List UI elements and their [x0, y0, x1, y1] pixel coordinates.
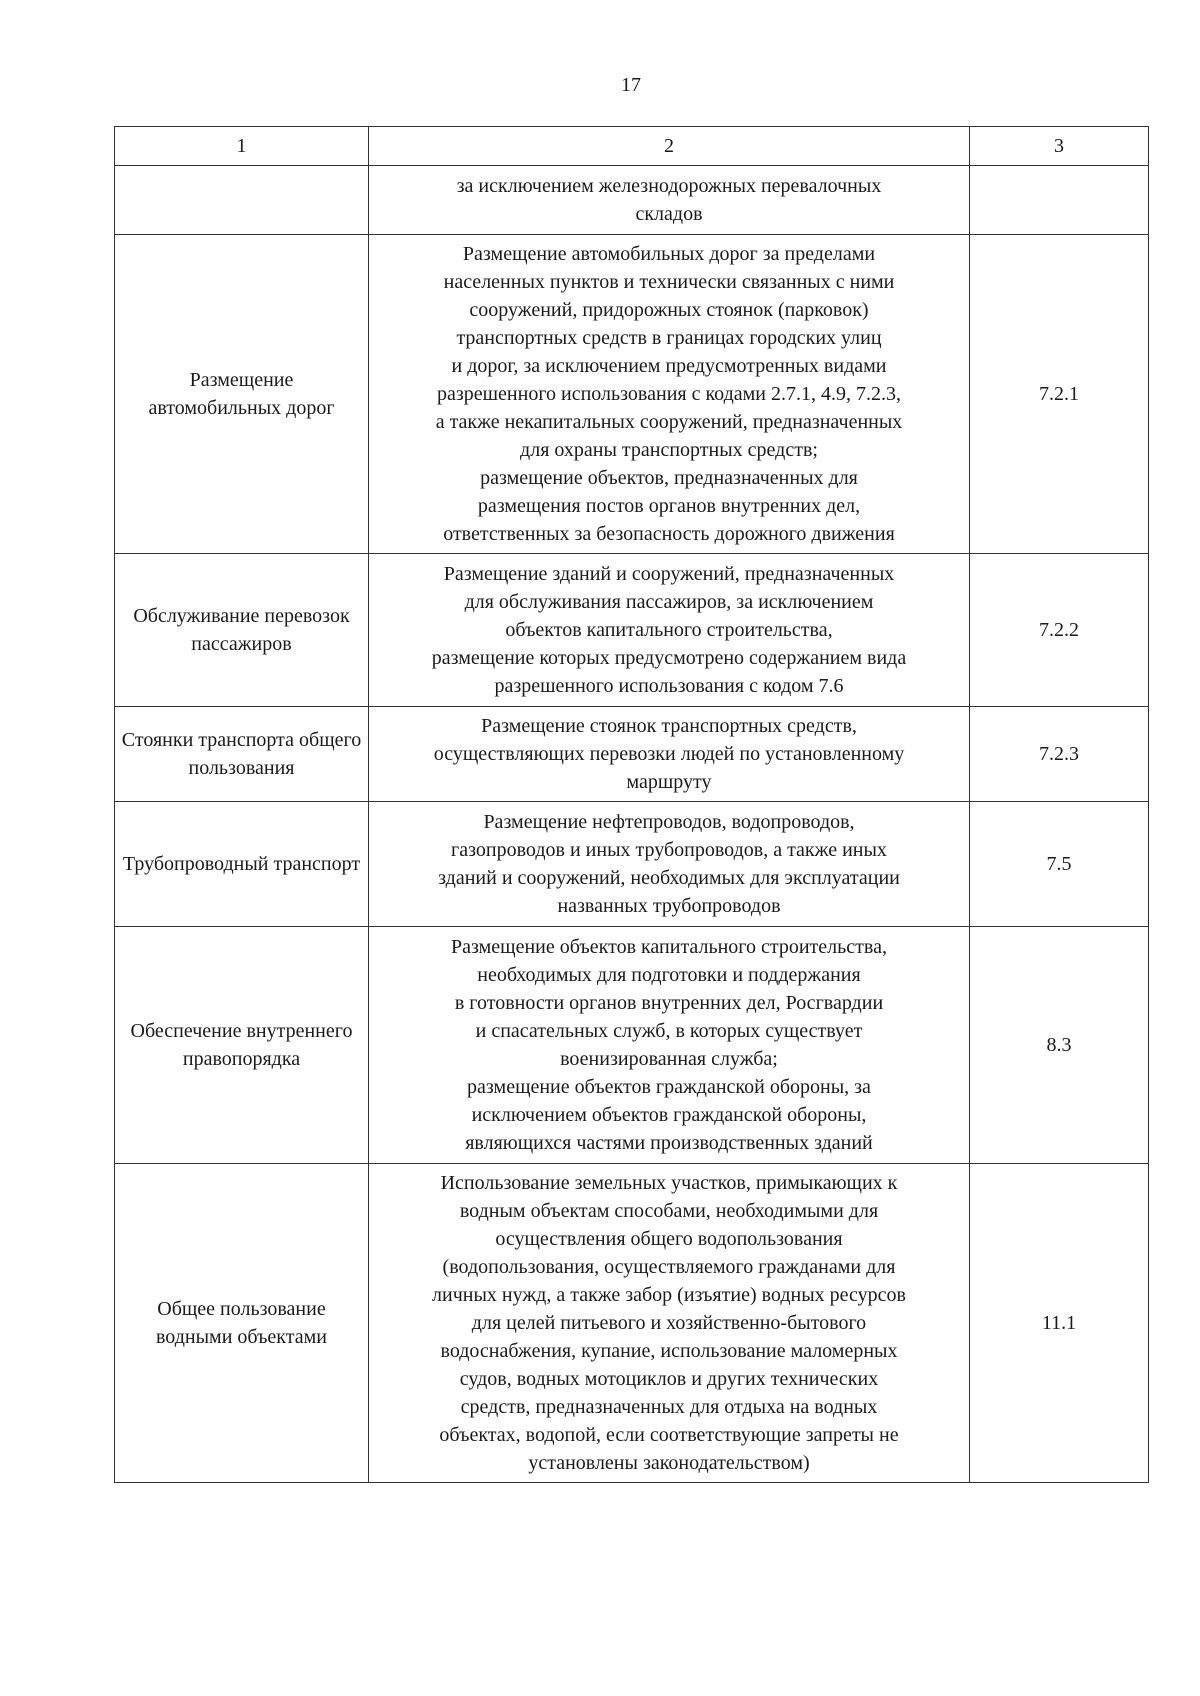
description-line: разрешенного использования с кодами 2.7.1, 4.9, 7.2.3, — [436, 383, 902, 405]
description-line: Использование земельных участков, примыкающих к — [440, 1172, 898, 1194]
description-line: размещение объектов, предназначенных для — [480, 467, 858, 489]
description-line: объектах, водопой, если соответствующие запреты не — [439, 1424, 899, 1446]
description-line: разрешенного использования с кодом 7.6 — [494, 675, 844, 697]
land-use-name-cell: Обеспечение внутреннего правопорядка — [115, 927, 369, 1164]
column-header-1: 1 — [115, 127, 369, 166]
table-row — [115, 927, 1149, 1164]
column-header-2: 2 — [369, 127, 970, 166]
description-cell — [369, 927, 970, 1164]
description-line: личных нужд, а также забор (изъятие) водных ресурсов — [432, 1284, 906, 1306]
description-cell — [369, 554, 970, 707]
code-cell: 7.5 — [970, 802, 1149, 927]
table-row — [115, 802, 1149, 927]
description-line: газопроводов и иных трубопроводов, а также иных — [451, 839, 887, 861]
land-use-name-cell: Стоянки транспорта общего пользования — [115, 707, 369, 802]
description-line: Размещение стоянок транспортных средств, — [481, 715, 857, 737]
description-line: осуществляющих перевозки людей по установленному — [433, 743, 905, 765]
description-line: военизированная служба; — [560, 1048, 778, 1070]
table-row — [115, 707, 1149, 802]
table-header-row — [115, 127, 1149, 166]
description-cell — [369, 166, 970, 235]
description-line: водным объектам способами, необходимыми для — [459, 1200, 879, 1222]
description-line: Размещение автомобильных дорог за пределами — [462, 243, 876, 265]
table-row — [115, 1164, 1149, 1483]
code-cell: 7.2.3 — [970, 707, 1149, 802]
description-line: зданий и сооружений, необходимых для эксплуатации — [438, 867, 900, 889]
description-line: транспортных средств в границах городских улиц — [456, 327, 882, 349]
table-row-continuation — [115, 166, 1149, 235]
land-use-name-cell — [115, 166, 369, 235]
description-cell — [369, 802, 970, 927]
description-line: размещение объектов гражданской обороны, за — [467, 1076, 871, 1098]
description-line: в готовности органов внутренних дел, Росгвардии — [454, 992, 884, 1014]
description-line: (водопользования, осуществляемого гражданами для — [442, 1256, 896, 1278]
description-line: необходимых для подготовки и поддержания — [477, 964, 861, 986]
land-use-name-cell: Обслуживание перевозок пассажиров — [115, 554, 369, 707]
code-cell — [970, 166, 1149, 235]
description-line: для обслуживания пассажиров, за исключением — [464, 591, 874, 613]
description-cell — [369, 235, 970, 554]
code-cell: 11.1 — [970, 1164, 1149, 1483]
description-line: населенных пунктов и технически связанных с ними — [443, 271, 895, 293]
description-line: а также некапитальных сооружений, предназначенных — [435, 411, 903, 433]
description-line: размещения постов органов внутренних дел, — [477, 495, 861, 517]
description-line: Размещение нефтепроводов, водопроводов, — [483, 811, 855, 833]
land-use-name-cell: Размещение автомобильных дорог — [115, 235, 369, 554]
land-use-table — [114, 126, 1149, 1483]
description-line: осуществления общего водопользования — [495, 1228, 843, 1250]
description-line: названных трубопроводов — [557, 895, 781, 917]
description-line: средств, предназначенных для отдыха на водных — [460, 1396, 878, 1418]
land-use-name-cell: Трубопроводный транспорт — [115, 802, 369, 927]
description-cell — [369, 1164, 970, 1483]
description-line: для охраны транспортных средств; — [520, 439, 818, 461]
code-cell: 8.3 — [970, 927, 1149, 1164]
description-line: складов — [635, 203, 703, 225]
description-line: ответственных за безопасность дорожного движения — [443, 523, 895, 545]
code-cell: 7.2.1 — [970, 235, 1149, 554]
description-cell — [369, 707, 970, 802]
description-line: Размещение зданий и сооружений, предназначенных — [443, 563, 895, 585]
description-line: Размещение объектов капитального строительства, — [451, 936, 887, 958]
description-line: являющихся частями производственных зданий — [465, 1132, 873, 1154]
table-row — [115, 554, 1149, 707]
description-line: за исключением железнодорожных перевалочных — [456, 175, 882, 197]
description-line: сооружений, придорожных стоянок (парковок) — [469, 299, 869, 321]
description-line: маршруту — [626, 771, 712, 793]
code-cell: 7.2.2 — [970, 554, 1149, 707]
description-line: исключением объектов гражданской обороны, — [471, 1104, 867, 1126]
land-use-name-cell: Общее пользование водными объектами — [115, 1164, 369, 1483]
column-header-3: 3 — [970, 127, 1149, 166]
description-line: и спасательных служб, в которых существует — [475, 1020, 863, 1042]
description-line: установлены законодательством) — [528, 1452, 810, 1474]
description-line: объектов капитального строительства, — [505, 619, 833, 641]
table-row — [115, 235, 1149, 554]
description-line: и дорог, за исключением предусмотренных видами — [451, 355, 887, 377]
description-line: водоснабжения, купание, использование маломерных — [440, 1340, 898, 1362]
description-line: для целей питьевого и хозяйственно-бытового — [471, 1312, 867, 1334]
description-line: судов, водных мотоциклов и других технических — [459, 1368, 879, 1390]
page-number: 17 — [621, 74, 641, 96]
description-line: размещение которых предусмотрено содержанием вида — [431, 647, 907, 669]
